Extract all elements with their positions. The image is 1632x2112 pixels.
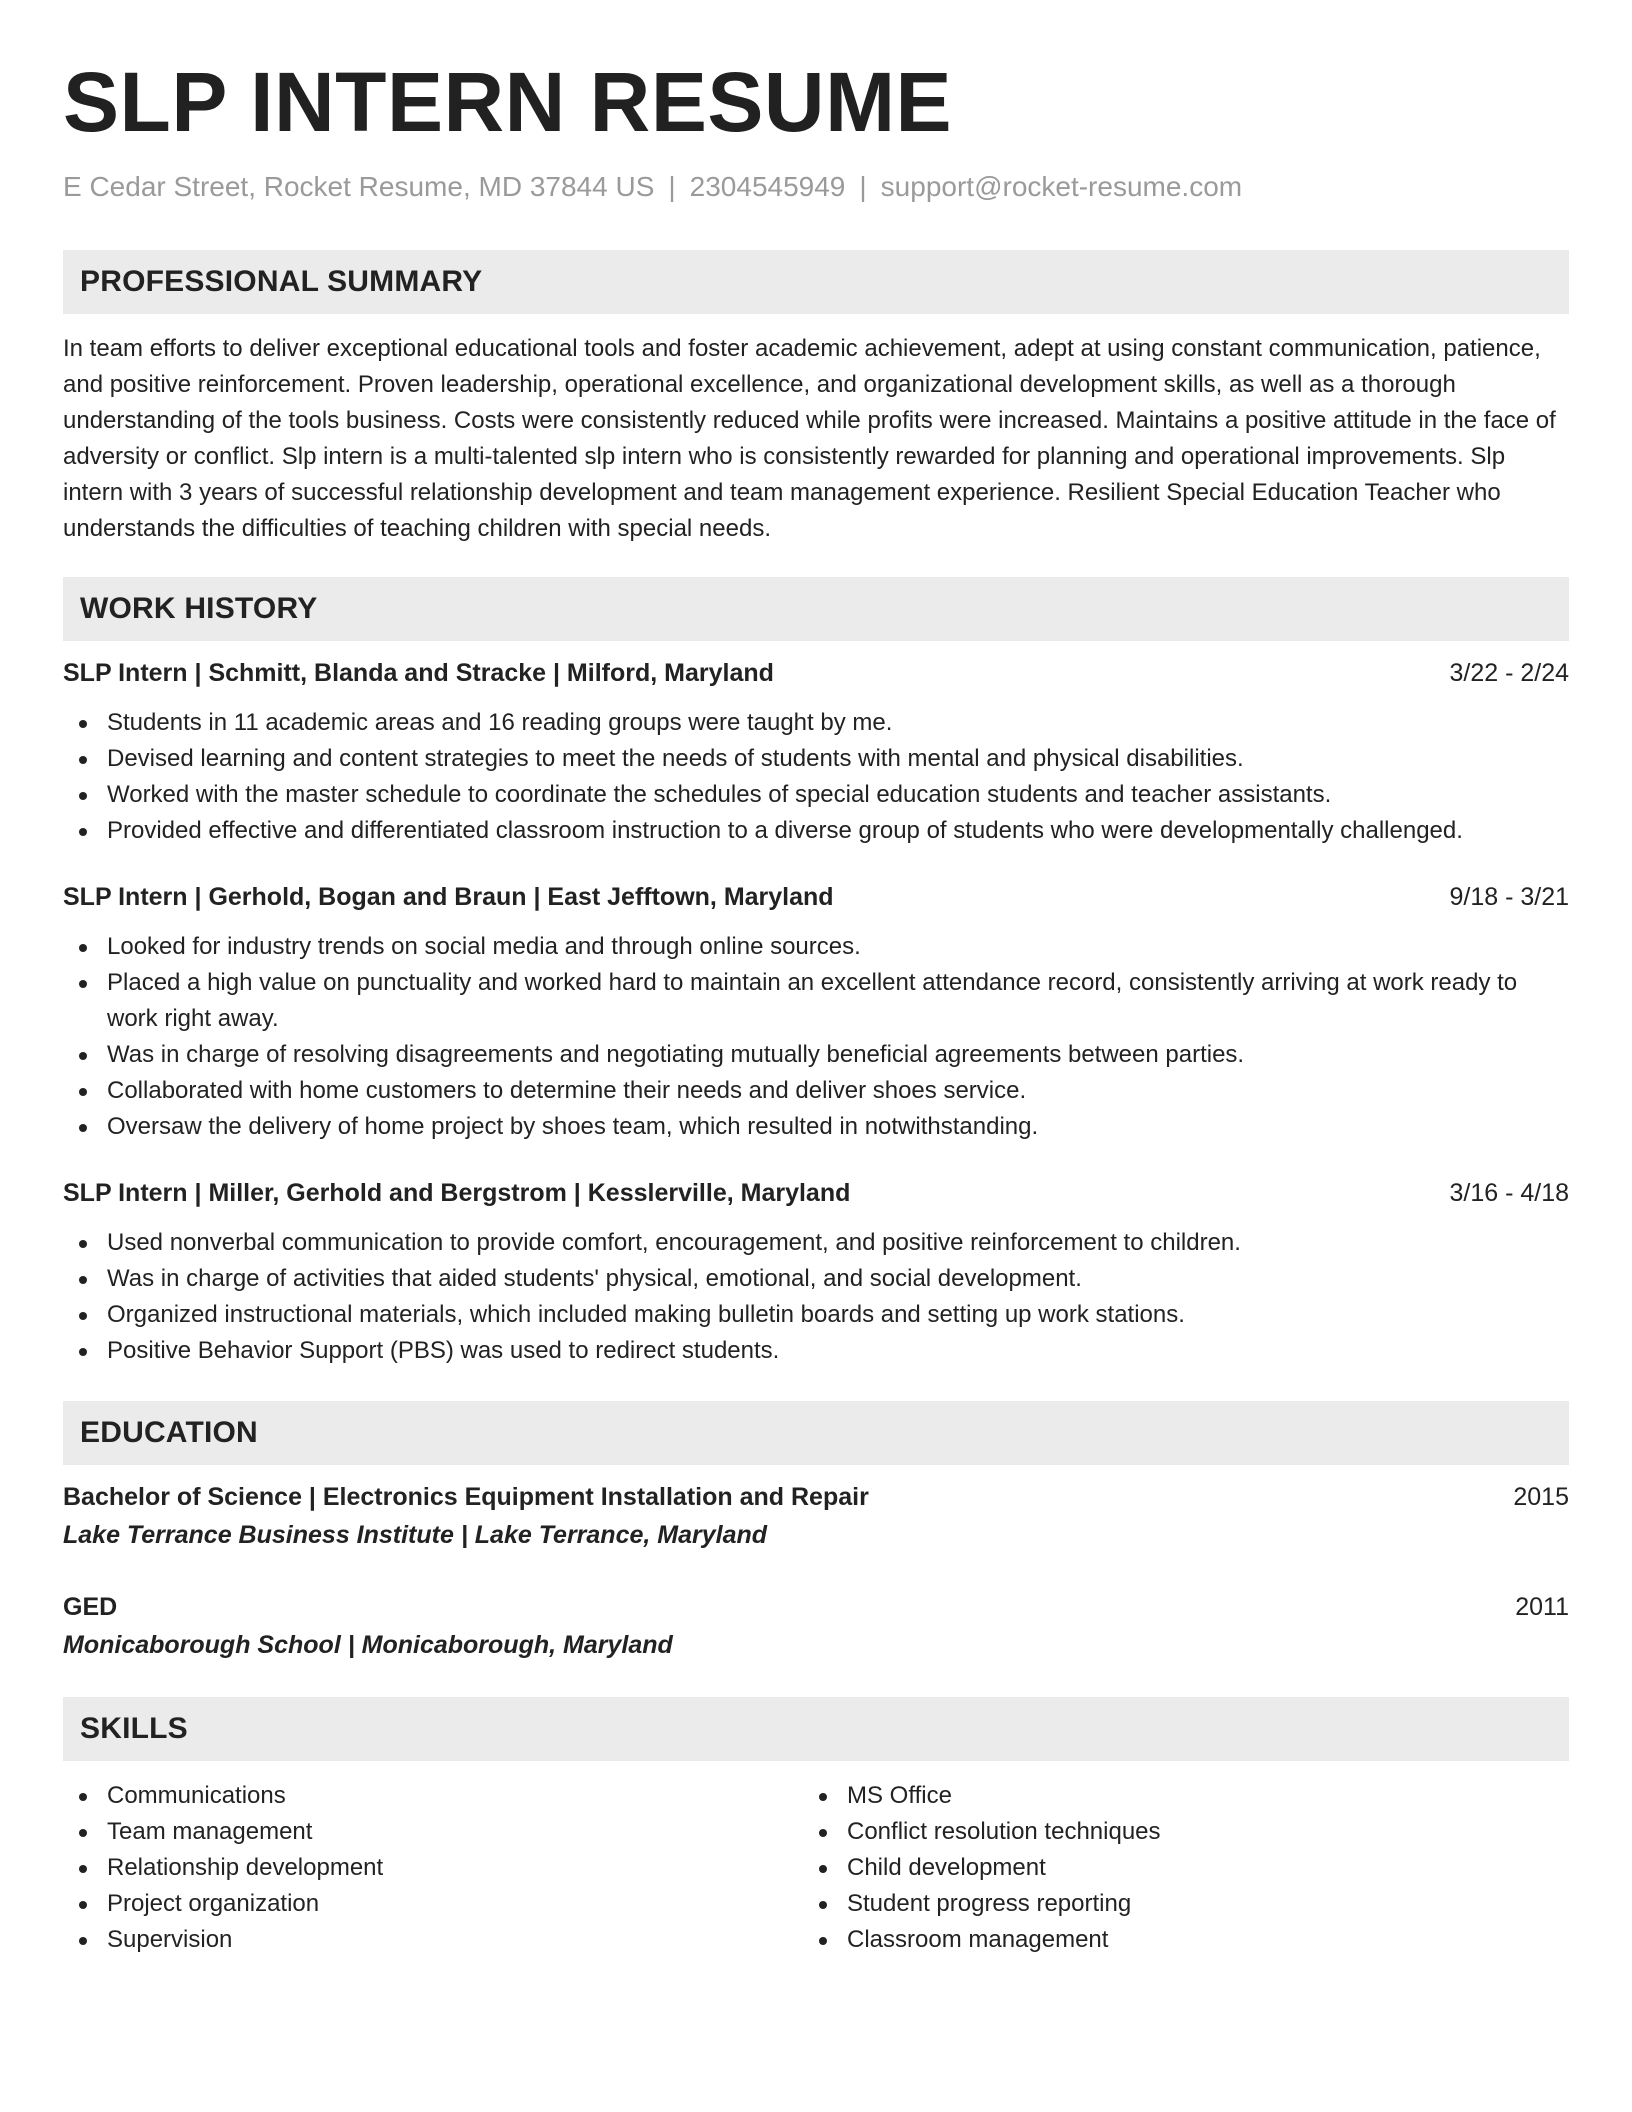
list-item: Provided effective and differentiated classroom instruction to a diverse group of students who were developmentally challenged. <box>63 813 1569 849</box>
section-header-summary: PROFESSIONAL SUMMARY <box>63 250 1569 314</box>
job-entry <box>63 882 1569 1145</box>
skill-item: Student progress reporting <box>803 1886 1543 1922</box>
list-item: Was in charge of resolving disagreements and negotiating mutually beneficial agreements between parties. <box>63 1037 1569 1073</box>
education-entry <box>63 1592 1569 1660</box>
skill-item: Classroom management <box>803 1922 1543 1958</box>
degree: GED <box>63 1593 118 1621</box>
job-bullets <box>63 1225 1569 1369</box>
job-dates: 3/16 - 4/18 <box>1449 1179 1569 1207</box>
list-item: Devised learning and content strategies to meet the needs of students with mental and physical disabilities. <box>63 741 1569 777</box>
degree: Bachelor of Science | Electronics Equipment Installation and Repair <box>63 1483 869 1511</box>
skill-item: Relationship development <box>63 1850 803 1886</box>
skills-list <box>63 1778 1569 1958</box>
address: E Cedar Street, Rocket Resume, MD 37844 US <box>63 171 655 202</box>
skill-item: Child development <box>803 1850 1543 1886</box>
education-header <box>63 1592 1569 1622</box>
education-entry <box>63 1482 1569 1550</box>
list-item: Placed a high value on punctuality and worked hard to maintain an excellent attendance record, consistently arriving at work ready to work right away. <box>63 965 1569 1037</box>
list-item: Positive Behavior Support (PBS) was used to redirect students. <box>63 1333 1569 1369</box>
skill-item: Project organization <box>63 1886 803 1922</box>
phone: 2304545949 <box>689 171 846 202</box>
skills-column-left <box>63 1778 803 1958</box>
section-header-education: EDUCATION <box>63 1401 1569 1465</box>
job-title: SLP Intern | Gerhold, Bogan and Braun | East Jefftown, Maryland <box>63 883 834 911</box>
education-year: 2011 <box>1515 1593 1569 1621</box>
job-bullets <box>63 705 1569 849</box>
skill-item: MS Office <box>803 1778 1543 1814</box>
job-dates: 3/22 - 2/24 <box>1449 659 1569 687</box>
school: Monicaborough School | Monicaborough, Maryland <box>63 1631 673 1659</box>
job-title: SLP Intern | Miller, Gerhold and Bergstrom | Kesslerville, Maryland <box>63 1179 851 1207</box>
job-entry <box>63 1178 1569 1369</box>
section-header-skills: SKILLS <box>63 1697 1569 1761</box>
job-header <box>63 882 1569 912</box>
skill-item: Conflict resolution techniques <box>803 1814 1543 1850</box>
list-item: Organized instructional materials, which included making bulletin boards and setting up work stations. <box>63 1297 1569 1333</box>
contact-separator: | <box>668 171 676 202</box>
list-item: Used nonverbal communication to provide comfort, encouragement, and positive reinforcement to children. <box>63 1225 1569 1261</box>
job-title: SLP Intern | Schmitt, Blanda and Stracke | Milford, Maryland <box>63 659 774 687</box>
section-header-work-history: WORK HISTORY <box>63 577 1569 641</box>
resume-title: SLP INTERN RESUME <box>63 55 953 149</box>
education-header <box>63 1482 1569 1512</box>
skills-column-right <box>803 1778 1543 1958</box>
list-item: Was in charge of activities that aided students' physical, emotional, and social development. <box>63 1261 1569 1297</box>
list-item: Students in 11 academic areas and 16 reading groups were taught by me. <box>63 705 1569 741</box>
job-header <box>63 1178 1569 1208</box>
list-item: Collaborated with home customers to determine their needs and deliver shoes service. <box>63 1073 1569 1109</box>
list-item: Oversaw the delivery of home project by shoes team, which resulted in notwithstanding. <box>63 1109 1569 1145</box>
contact-separator: | <box>859 171 867 202</box>
school: Lake Terrance Business Institute | Lake Terrance, Maryland <box>63 1521 768 1549</box>
summary-text: In team efforts to deliver exceptional educational tools and foster academic achievement, adept at using constant communication, patience, and positive reinforcement. Proven leadership, operational excellence, and organizational development skills, as well as a thorough understanding of the tools business. Costs were consistently reduced while profits were increased. Maintains a positive attitude in the face of adversity or conflict. Slp intern is a multi-talented slp intern who is consistently rewarded for planning and operational improvements. Slp intern with 3 years of successful relationship development and team management experience. Resilient Special Education Teacher who understands the difficulties of teaching children with special needs. <box>63 335 1556 542</box>
list-item: Looked for industry trends on social media and through online sources. <box>63 929 1569 965</box>
list-item: Worked with the master schedule to coordinate the schedules of special education students and teacher assistants. <box>63 777 1569 813</box>
skill-item: Communications <box>63 1778 803 1814</box>
skill-item: Supervision <box>63 1922 803 1958</box>
email: support@rocket-resume.com <box>880 171 1243 202</box>
job-entry <box>63 658 1569 849</box>
education-year: 2015 <box>1513 1483 1569 1511</box>
contact-line <box>63 173 1569 201</box>
skill-item: Team management <box>63 1814 803 1850</box>
job-dates: 9/18 - 3/21 <box>1449 883 1569 911</box>
job-header <box>63 658 1569 688</box>
job-bullets <box>63 929 1569 1145</box>
